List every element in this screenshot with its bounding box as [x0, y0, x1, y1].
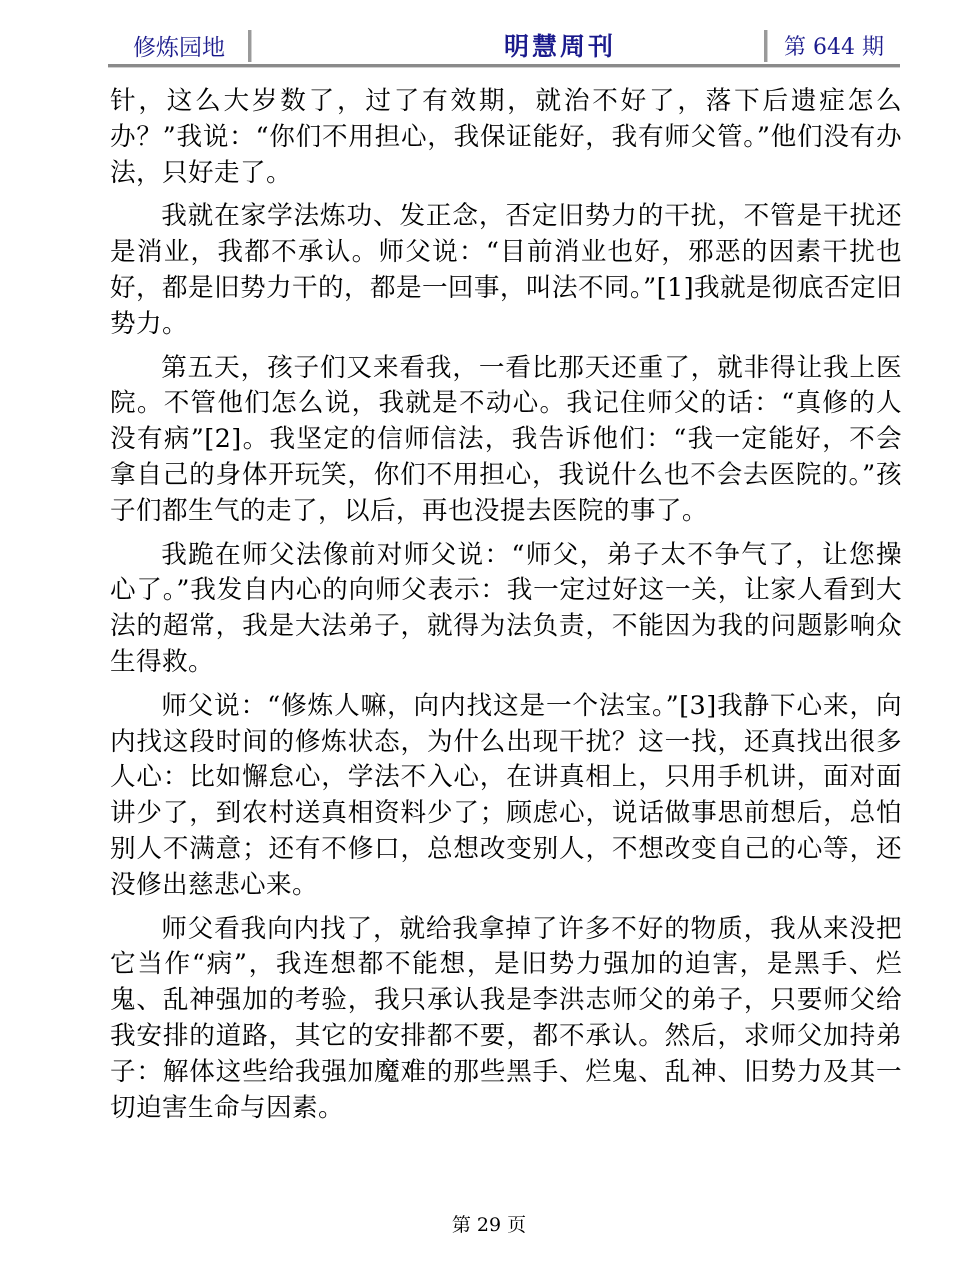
paragraph: 我跪在师父法像前对师父说：“师父，弟子太不争气了，让您操心了。”我发自内心的向师父表示：我一定过好这一关，让家人看到大法的超常，我是大法弟子，就得为法负责，不能因为我的问题影响众生得救。 [110, 539, 902, 677]
publication-title: 明慧周刊 [503, 32, 616, 61]
section-name: 修炼园地 [133, 34, 225, 61]
header-rule [108, 64, 900, 68]
page-number: 第 29 页 [451, 1214, 527, 1236]
paragraph: 针，这么大岁数了，过了有效期，就治不好了，落下后遗症怎么办？”我说：“你们不用担心，我保证能好，我有师父管。”他们没有办法，只好走了。 [110, 86, 902, 188]
article-body [110, 84, 902, 1134]
paragraph: 师父说：“修炼人嘛，向内找这是一个法宝。”[3]我静下心来，向内找这段时间的修炼状态，为什么出现干扰？这一找，还真找出很多人心：比如懈怠心，学法不入心，在讲真相上，只用手机讲，面对面讲少了，到农村送真相资料少了；顾虑心，说话做事思前想后，总怕别人不满意；还有不修口，总想改变别人，不想改变自己的心等，还没修出慈悲心来。 [110, 690, 902, 900]
issue-number: 第 644 期 [784, 34, 884, 60]
page-header [108, 26, 900, 68]
paragraph: 第五天，孩子们又来看我，一看比那天还重了，就非得让我上医院。不管他们怎么说，我就是不动心。我记住师父的话：“真修的人没有病”[2]。我坚定的信师信法，我告诉他们：“我一定能好，不会拿自己的身体开玩笑，你们不用担心，我说什么也不会去医院的。”孩子们都生气的走了，以后，再也没提去医院的事了。 [110, 352, 902, 526]
paragraph: 师父看我向内找了，就给我拿掉了许多不好的物质，我从来没把它当作“病”，我连想都不能想，是旧势力强加的迫害，是黑手、烂鬼、乱神强加的考验，我只承认我是李洪志师父的弟子，只要师父给我安排的道路，其它的安排都不要，都不承认。然后，求师父加持弟子：解体这些给我强加魔难的那些黑手、烂鬼、乱神、旧势力及其一切迫害生命与因素。 [110, 913, 902, 1123]
paragraph: 我就在家学法炼功、发正念，否定旧势力的干扰，不管是干扰还是消业，我都不承认。师父说：“目前消业也好，邪恶的因素干扰也好，都是旧势力干的，都是一回事，叫法不同。”[1]我就是彻底否定旧势力。 [110, 201, 902, 339]
